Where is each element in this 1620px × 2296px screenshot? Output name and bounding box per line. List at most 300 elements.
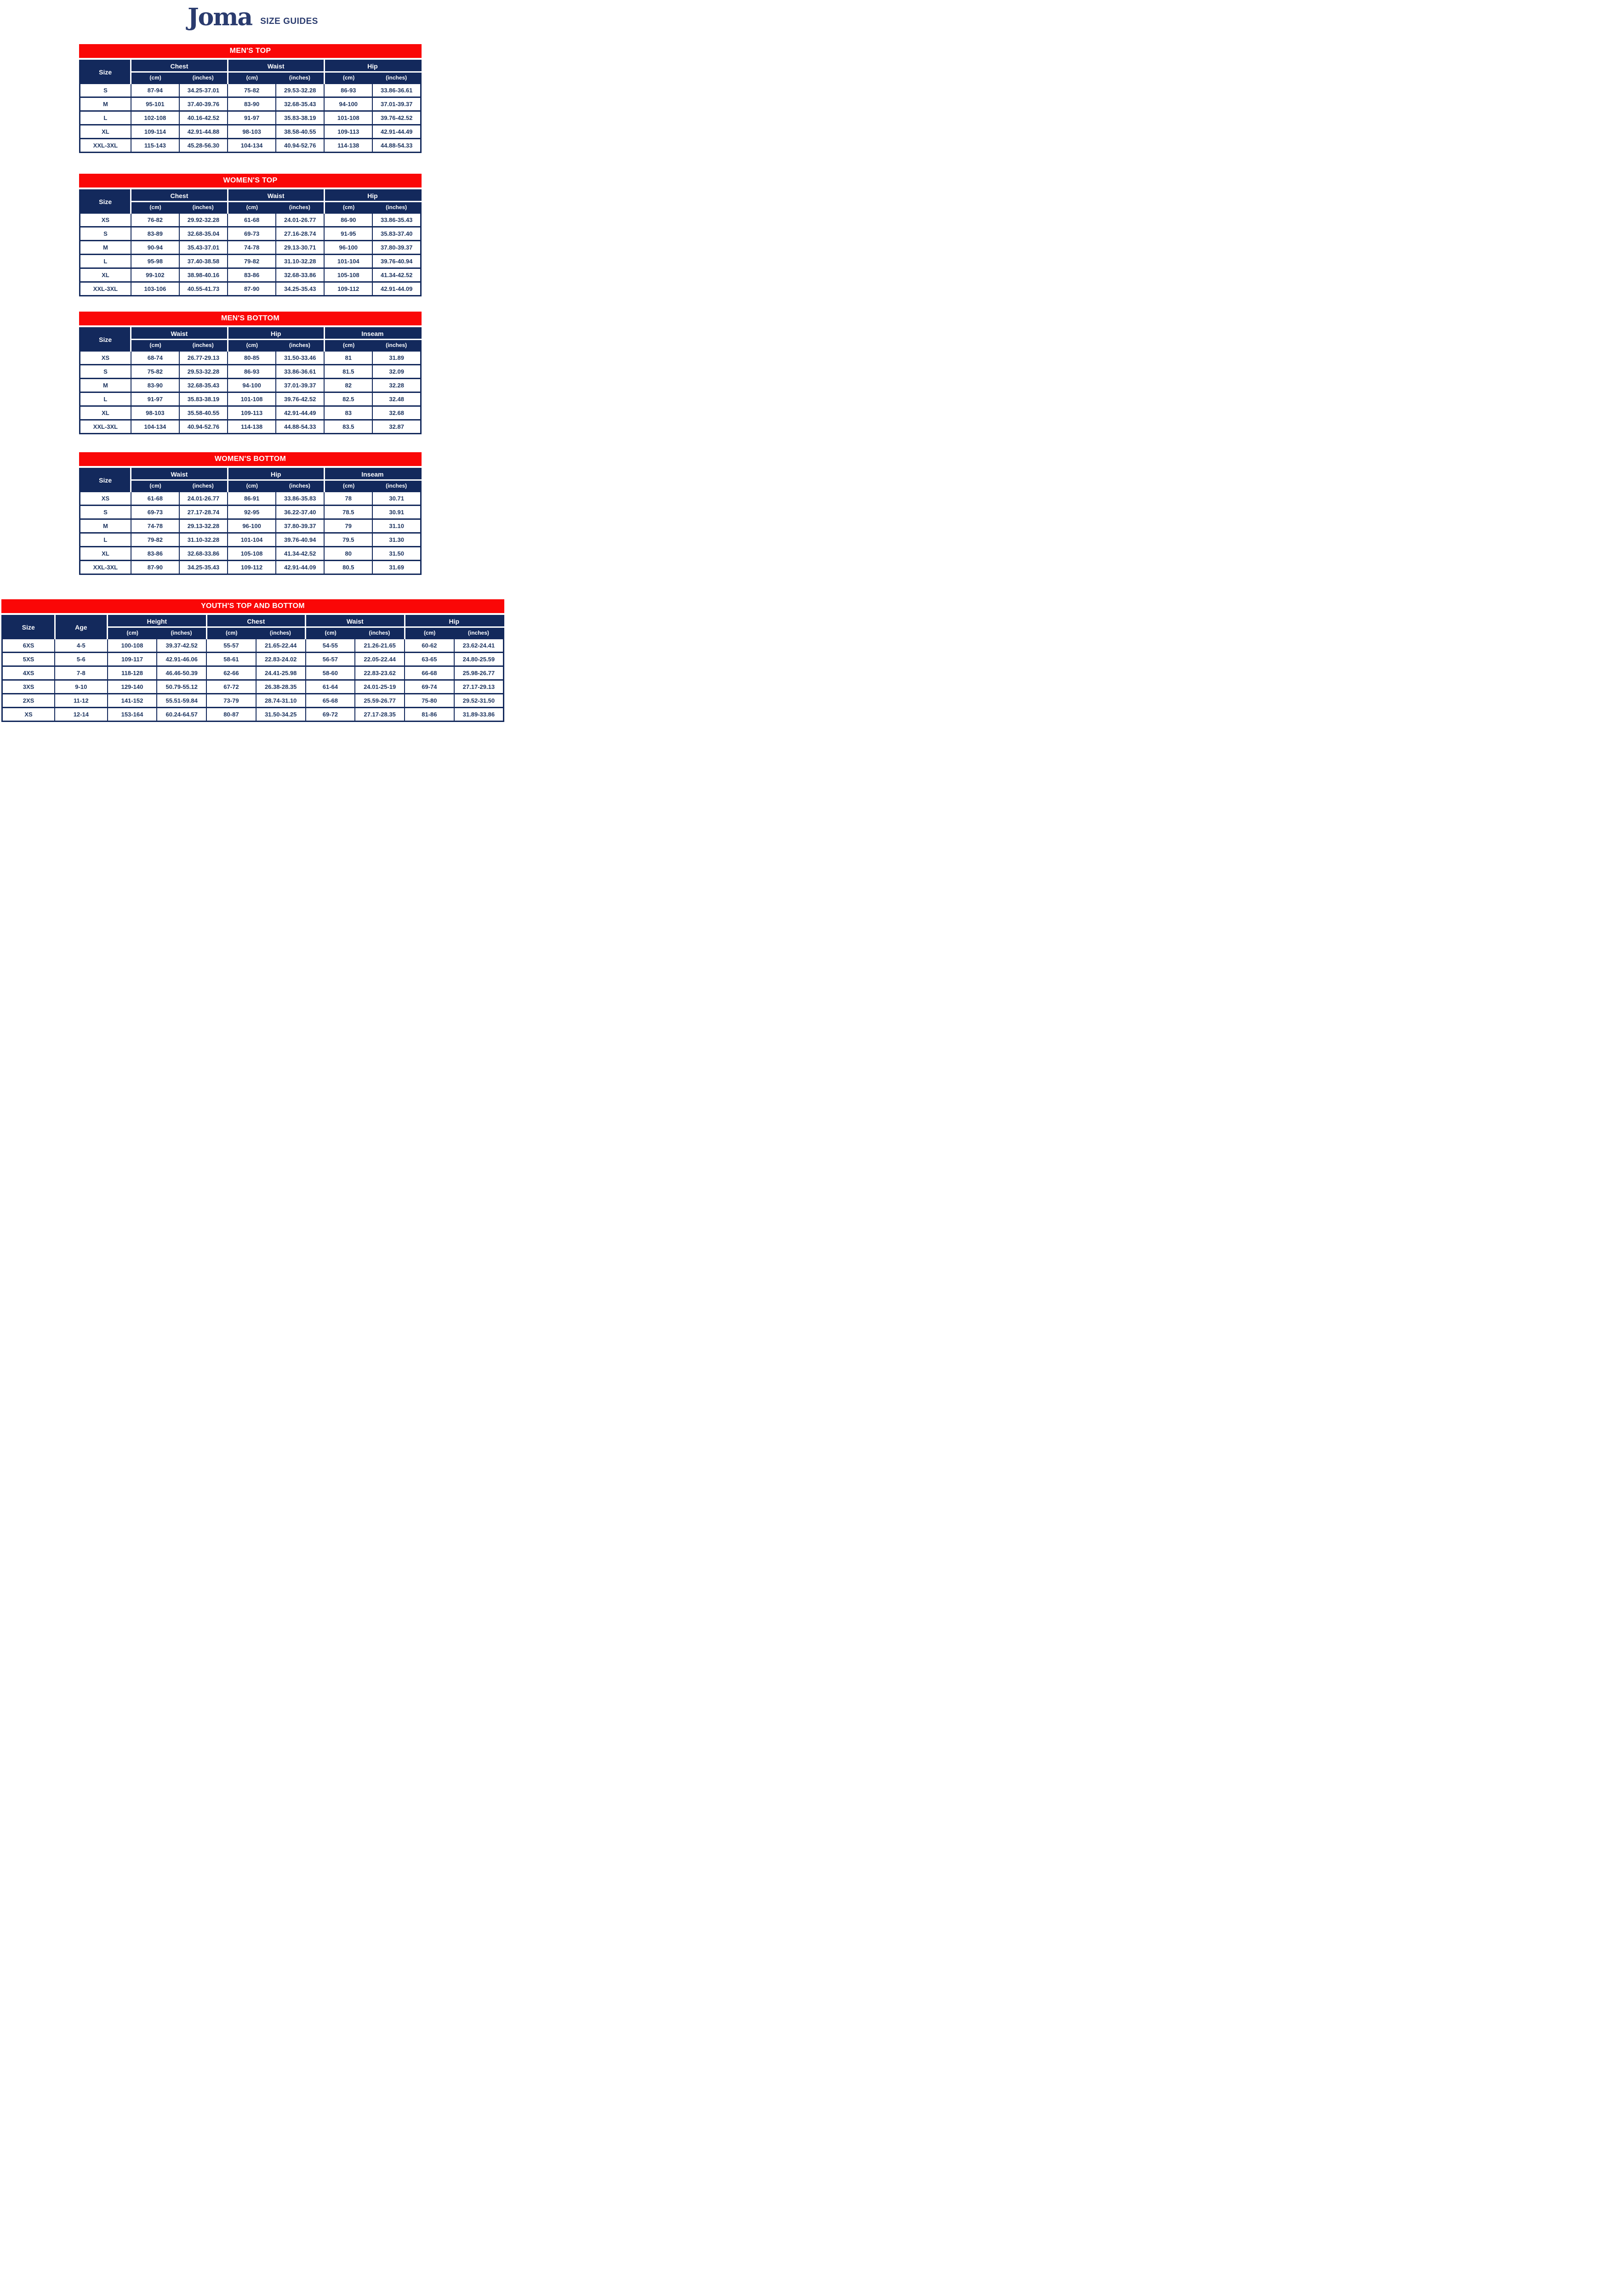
size-label-cell: XS xyxy=(2,708,55,722)
joma-logo: Joma xyxy=(188,3,252,31)
measurement-value-cell: 69-73 xyxy=(131,506,179,519)
size-row xyxy=(80,97,421,111)
unit-header-cm: (cm) xyxy=(306,627,355,639)
measurement-value-cell: 115-143 xyxy=(131,139,179,153)
measurement-value-cell: 76-82 xyxy=(131,213,179,227)
measurement-value-cell: 26.77-29.13 xyxy=(179,351,228,365)
measurement-value-cell: 80 xyxy=(324,547,372,561)
size-label-cell: XXL-3XL xyxy=(80,139,131,153)
measurement-value-cell: 109-114 xyxy=(131,125,179,139)
measurement-value-cell: 73-79 xyxy=(206,694,256,708)
age-value-cell: 12-14 xyxy=(55,708,108,722)
size-label-cell: XL xyxy=(80,406,131,420)
size-row xyxy=(80,125,421,139)
measurement-value-cell: 100-108 xyxy=(108,639,157,653)
size-label-cell: M xyxy=(80,519,131,533)
measurement-value-cell: 80-85 xyxy=(228,351,276,365)
measurement-value-cell: 83-86 xyxy=(228,268,276,282)
measurement-value-cell: 80.5 xyxy=(324,561,372,574)
measurement-value-cell: 68-74 xyxy=(131,351,179,365)
measurement-value-cell: 39.37-42.52 xyxy=(157,639,206,653)
measurement-value-cell: 95-101 xyxy=(131,97,179,111)
measurement-group-header: Hip xyxy=(324,61,421,72)
measurement-value-cell: 61-68 xyxy=(228,213,276,227)
measurement-value-cell: 91-97 xyxy=(228,111,276,125)
unit-header-inches: (inches) xyxy=(372,480,421,492)
section-youths-top-bottom xyxy=(0,599,506,722)
measurement-value-cell: 38.58-40.55 xyxy=(276,125,324,139)
measurement-value-cell: 80-87 xyxy=(206,708,256,722)
section-womens-bottom xyxy=(0,452,506,575)
measurement-value-cell: 54-55 xyxy=(306,639,355,653)
measurement-value-cell: 55.51-59.84 xyxy=(157,694,206,708)
unit-header-inches: (inches) xyxy=(179,480,228,492)
table-title-bar: MEN'S BOTTOM xyxy=(79,312,422,325)
size-label-cell: S xyxy=(80,506,131,519)
measurement-value-cell: 104-134 xyxy=(131,420,179,434)
size-column-header: Size xyxy=(80,61,131,84)
size-label-cell: 5XS xyxy=(2,653,55,666)
measurement-value-cell: 29.92-32.28 xyxy=(179,213,228,227)
measurement-value-cell: 37.40-38.58 xyxy=(179,255,228,268)
measurement-value-cell: 45.28-56.30 xyxy=(179,139,228,153)
size-row xyxy=(80,268,421,282)
measurement-value-cell: 96-100 xyxy=(324,241,372,255)
measurement-value-cell: 101-108 xyxy=(324,111,372,125)
measurement-group-header: Hip xyxy=(324,190,421,202)
measurement-value-cell: 109-113 xyxy=(324,125,372,139)
size-label-cell: XXL-3XL xyxy=(80,420,131,434)
size-label-cell: XXL-3XL xyxy=(80,561,131,574)
measurement-value-cell: 29.13-30.71 xyxy=(276,241,324,255)
measurement-value-cell: 42.91-46.06 xyxy=(157,653,206,666)
measurement-value-cell: 86-90 xyxy=(324,213,372,227)
table-title-bar: MEN'S TOP xyxy=(79,44,422,58)
section-womens-top xyxy=(0,174,506,296)
size-row xyxy=(80,139,421,153)
unit-header-cm: (cm) xyxy=(228,202,276,213)
age-column-header: Age xyxy=(55,616,108,639)
size-label-cell: XS xyxy=(80,351,131,365)
measurement-value-cell: 39.76-40.94 xyxy=(372,255,421,268)
section-mens-top xyxy=(0,44,506,153)
measurement-value-cell: 29.53-32.28 xyxy=(179,365,228,379)
measurement-value-cell: 39.76-42.52 xyxy=(276,392,324,406)
size-label-cell: S xyxy=(80,227,131,241)
measurement-value-cell: 21.26-21.65 xyxy=(355,639,405,653)
measurement-value-cell: 27.16-28.74 xyxy=(276,227,324,241)
measurement-value-cell: 105-108 xyxy=(228,547,276,561)
measurement-value-cell: 98-103 xyxy=(131,406,179,420)
size-row xyxy=(80,227,421,241)
measurement-value-cell: 61-68 xyxy=(131,492,179,506)
measurement-group-header: Hip xyxy=(228,469,324,480)
size-label-cell: XS xyxy=(80,492,131,506)
measurement-value-cell: 31.50-33.46 xyxy=(276,351,324,365)
table-host xyxy=(79,327,422,434)
size-row xyxy=(80,213,421,227)
age-value-cell: 7-8 xyxy=(55,666,108,680)
measurement-value-cell: 79-82 xyxy=(228,255,276,268)
measurement-value-cell: 37.01-39.37 xyxy=(276,379,324,392)
measurement-value-cell: 40.94-52.76 xyxy=(179,420,228,434)
measurement-value-cell: 27.17-28.35 xyxy=(355,708,405,722)
measurement-value-cell: 79-82 xyxy=(131,533,179,547)
measurement-value-cell: 67-72 xyxy=(206,680,256,694)
size-row xyxy=(2,680,504,694)
size-row xyxy=(2,666,504,680)
measurement-value-cell: 31.69 xyxy=(372,561,421,574)
measurement-value-cell: 50.79-55.12 xyxy=(157,680,206,694)
size-row xyxy=(2,639,504,653)
size-row xyxy=(80,365,421,379)
measurement-value-cell: 35.83-38.19 xyxy=(276,111,324,125)
measurement-value-cell: 27.17-29.13 xyxy=(454,680,504,694)
unit-header-cm: (cm) xyxy=(131,480,179,492)
size-row xyxy=(2,653,504,666)
unit-header-inches: (inches) xyxy=(276,340,324,351)
measurement-value-cell: 92-95 xyxy=(228,506,276,519)
unit-header-cm: (cm) xyxy=(228,480,276,492)
measurement-value-cell: 62-66 xyxy=(206,666,256,680)
size-label-cell: S xyxy=(80,84,131,97)
measurement-value-cell: 32.68-35.43 xyxy=(179,379,228,392)
measurement-value-cell: 42.91-44.09 xyxy=(372,282,421,296)
table-host xyxy=(79,468,422,575)
measurement-value-cell: 42.91-44.49 xyxy=(276,406,324,420)
measurement-value-cell: 31.10-32.28 xyxy=(179,533,228,547)
unit-header-cm: (cm) xyxy=(228,72,276,84)
measurement-value-cell: 32.68-35.43 xyxy=(276,97,324,111)
size-label-cell: 3XS xyxy=(2,680,55,694)
measurement-value-cell: 22.05-22.44 xyxy=(355,653,405,666)
measurement-value-cell: 31.10 xyxy=(372,519,421,533)
size-label-cell: M xyxy=(80,97,131,111)
measurement-value-cell: 83-89 xyxy=(131,227,179,241)
measurement-value-cell: 109-113 xyxy=(228,406,276,420)
measurement-value-cell: 37.01-39.37 xyxy=(372,97,421,111)
measurement-value-cell: 109-112 xyxy=(324,282,372,296)
size-row xyxy=(80,241,421,255)
measurement-value-cell: 101-104 xyxy=(228,533,276,547)
measurement-value-cell: 42.91-44.09 xyxy=(276,561,324,574)
measurement-value-cell: 58-60 xyxy=(306,666,355,680)
measurement-value-cell: 69-72 xyxy=(306,708,355,722)
measurement-value-cell: 56-57 xyxy=(306,653,355,666)
measurement-value-cell: 83-90 xyxy=(228,97,276,111)
measurement-value-cell: 23.62-24.41 xyxy=(454,639,504,653)
size-row xyxy=(80,351,421,365)
size-label-cell: M xyxy=(80,241,131,255)
measurement-value-cell: 33.86-35.83 xyxy=(276,492,324,506)
size-row xyxy=(80,506,421,519)
measurement-value-cell: 24.01-26.77 xyxy=(179,492,228,506)
unit-header-inches: (inches) xyxy=(179,72,228,84)
measurement-value-cell: 91-97 xyxy=(131,392,179,406)
size-row xyxy=(80,379,421,392)
measurement-value-cell: 31.50 xyxy=(372,547,421,561)
size-guides-page xyxy=(0,0,506,725)
size-table-mens-bottom xyxy=(79,327,422,434)
measurement-value-cell: 101-104 xyxy=(324,255,372,268)
measurement-value-cell: 35.83-37.40 xyxy=(372,227,421,241)
measurement-value-cell: 33.86-36.61 xyxy=(276,365,324,379)
measurement-group-header: Height xyxy=(108,616,206,627)
size-row xyxy=(2,694,504,708)
size-column-header: Size xyxy=(2,616,55,639)
measurement-value-cell: 83-86 xyxy=(131,547,179,561)
unit-header-inches: (inches) xyxy=(276,72,324,84)
measurement-value-cell: 35.58-40.55 xyxy=(179,406,228,420)
measurement-value-cell: 42.91-44.88 xyxy=(179,125,228,139)
table-title-bar: WOMEN'S TOP xyxy=(79,174,422,188)
measurement-value-cell: 32.09 xyxy=(372,365,421,379)
measurement-group-header: Inseam xyxy=(324,469,421,480)
measurement-value-cell: 86-93 xyxy=(324,84,372,97)
measurement-value-cell: 25.59-26.77 xyxy=(355,694,405,708)
measurement-value-cell: 38.98-40.16 xyxy=(179,268,228,282)
measurement-value-cell: 37.80-39.37 xyxy=(372,241,421,255)
measurement-value-cell: 42.91-44.49 xyxy=(372,125,421,139)
measurement-value-cell: 81-86 xyxy=(405,708,454,722)
measurement-value-cell: 60-62 xyxy=(405,639,454,653)
size-label-cell: XS xyxy=(80,213,131,227)
unit-header-inches: (inches) xyxy=(276,202,324,213)
measurement-value-cell: 96-100 xyxy=(228,519,276,533)
measurement-value-cell: 39.76-42.52 xyxy=(372,111,421,125)
measurement-value-cell: 83.5 xyxy=(324,420,372,434)
measurement-value-cell: 22.83-23.62 xyxy=(355,666,405,680)
measurement-group-header: Chest xyxy=(206,616,305,627)
size-row xyxy=(80,111,421,125)
measurement-value-cell: 41.34-42.52 xyxy=(276,547,324,561)
unit-header-inches: (inches) xyxy=(179,340,228,351)
measurement-value-cell: 63-65 xyxy=(405,653,454,666)
measurement-value-cell: 34.25-37.01 xyxy=(179,84,228,97)
measurement-value-cell: 98-103 xyxy=(228,125,276,139)
measurement-value-cell: 24.80-25.59 xyxy=(454,653,504,666)
measurement-value-cell: 104-134 xyxy=(228,139,276,153)
measurement-value-cell: 65-68 xyxy=(306,694,355,708)
measurement-value-cell: 31.10-32.28 xyxy=(276,255,324,268)
measurement-group-header: Inseam xyxy=(324,328,421,340)
unit-header-inches: (inches) xyxy=(372,72,421,84)
measurement-value-cell: 28.74-31.10 xyxy=(256,694,306,708)
measurement-group-header: Hip xyxy=(228,328,324,340)
measurement-value-cell: 69-73 xyxy=(228,227,276,241)
measurement-value-cell: 105-108 xyxy=(324,268,372,282)
unit-header-cm: (cm) xyxy=(228,340,276,351)
measurement-value-cell: 94-100 xyxy=(228,379,276,392)
measurement-group-header: Chest xyxy=(131,190,228,202)
measurement-value-cell: 60.24-64.57 xyxy=(157,708,206,722)
unit-header-inches: (inches) xyxy=(157,627,206,639)
age-value-cell: 11-12 xyxy=(55,694,108,708)
measurement-value-cell: 37.40-39.76 xyxy=(179,97,228,111)
measurement-value-cell: 31.89-33.86 xyxy=(454,708,504,722)
measurement-value-cell: 39.76-40.94 xyxy=(276,533,324,547)
measurement-value-cell: 75-82 xyxy=(131,365,179,379)
size-label-cell: XL xyxy=(80,125,131,139)
age-value-cell: 5-6 xyxy=(55,653,108,666)
measurement-value-cell: 33.86-35.43 xyxy=(372,213,421,227)
measurement-value-cell: 30.71 xyxy=(372,492,421,506)
measurement-value-cell: 109-112 xyxy=(228,561,276,574)
measurement-value-cell: 74-78 xyxy=(131,519,179,533)
size-table-womens-bottom xyxy=(79,468,422,575)
size-label-cell: XXL-3XL xyxy=(80,282,131,296)
measurement-value-cell: 82 xyxy=(324,379,372,392)
size-row xyxy=(2,708,504,722)
size-row xyxy=(80,406,421,420)
measurement-value-cell: 114-138 xyxy=(324,139,372,153)
size-row xyxy=(80,392,421,406)
table-title-bar: YOUTH'S TOP AND BOTTOM xyxy=(1,599,504,613)
measurement-value-cell: 74-78 xyxy=(228,241,276,255)
size-column-header: Size xyxy=(80,190,131,213)
size-row xyxy=(80,547,421,561)
measurement-value-cell: 82.5 xyxy=(324,392,372,406)
size-label-cell: XL xyxy=(80,268,131,282)
measurement-value-cell: 86-93 xyxy=(228,365,276,379)
measurement-value-cell: 102-108 xyxy=(131,111,179,125)
measurement-value-cell: 153-164 xyxy=(108,708,157,722)
size-column-header: Size xyxy=(80,469,131,492)
measurement-value-cell: 37.80-39.37 xyxy=(276,519,324,533)
size-table-youths-top-bottom xyxy=(1,615,504,722)
measurement-value-cell: 87-90 xyxy=(228,282,276,296)
measurement-value-cell: 35.83-38.19 xyxy=(179,392,228,406)
measurement-group-header: Waist xyxy=(306,616,405,627)
age-value-cell: 4-5 xyxy=(55,639,108,653)
measurement-value-cell: 101-108 xyxy=(228,392,276,406)
measurement-value-cell: 55-57 xyxy=(206,639,256,653)
unit-header-cm: (cm) xyxy=(324,72,372,84)
page-title: SIZE GUIDES xyxy=(260,17,318,26)
measurement-value-cell: 32.68 xyxy=(372,406,421,420)
measurement-value-cell: 79 xyxy=(324,519,372,533)
measurement-group-header: Waist xyxy=(228,61,324,72)
measurement-group-header: Hip xyxy=(405,616,504,627)
measurement-value-cell: 24.01-25-19 xyxy=(355,680,405,694)
measurement-value-cell: 114-138 xyxy=(228,420,276,434)
measurement-value-cell: 31.89 xyxy=(372,351,421,365)
age-value-cell: 9-10 xyxy=(55,680,108,694)
measurement-value-cell: 32.68-33.86 xyxy=(276,268,324,282)
size-label-cell: L xyxy=(80,392,131,406)
unit-header-cm: (cm) xyxy=(131,202,179,213)
measurement-value-cell: 36.22-37.40 xyxy=(276,506,324,519)
unit-header-cm: (cm) xyxy=(324,340,372,351)
unit-header-inches: (inches) xyxy=(372,340,421,351)
table-host xyxy=(1,615,504,722)
measurement-value-cell: 31.30 xyxy=(372,533,421,547)
measurement-value-cell: 40.94-52.76 xyxy=(276,139,324,153)
measurement-value-cell: 79.5 xyxy=(324,533,372,547)
unit-header-cm: (cm) xyxy=(108,627,157,639)
measurement-value-cell: 66-68 xyxy=(405,666,454,680)
size-row xyxy=(80,533,421,547)
size-row xyxy=(80,519,421,533)
measurement-value-cell: 99-102 xyxy=(131,268,179,282)
measurement-value-cell: 32.48 xyxy=(372,392,421,406)
size-label-cell: XL xyxy=(80,547,131,561)
measurement-value-cell: 27.17-28.74 xyxy=(179,506,228,519)
measurement-value-cell: 87-90 xyxy=(131,561,179,574)
size-label-cell: 6XS xyxy=(2,639,55,653)
unit-header-inches: (inches) xyxy=(355,627,405,639)
measurement-value-cell: 32.68-35.04 xyxy=(179,227,228,241)
unit-header-cm: (cm) xyxy=(324,202,372,213)
measurement-value-cell: 94-100 xyxy=(324,97,372,111)
size-label-cell: L xyxy=(80,111,131,125)
measurement-value-cell: 129-140 xyxy=(108,680,157,694)
measurement-value-cell: 41.34-42.52 xyxy=(372,268,421,282)
measurement-value-cell: 29.53-32.28 xyxy=(276,84,324,97)
size-label-cell: L xyxy=(80,533,131,547)
measurement-value-cell: 33.86-36.61 xyxy=(372,84,421,97)
measurement-value-cell: 21.65-22.44 xyxy=(256,639,306,653)
measurement-value-cell: 35.43-37.01 xyxy=(179,241,228,255)
measurement-value-cell: 61-64 xyxy=(306,680,355,694)
size-label-cell: 4XS xyxy=(2,666,55,680)
measurement-value-cell: 25.98-26.77 xyxy=(454,666,504,680)
measurement-value-cell: 75-82 xyxy=(228,84,276,97)
table-title-bar: WOMEN'S BOTTOM xyxy=(79,452,422,466)
measurement-value-cell: 34.25-35.43 xyxy=(179,561,228,574)
measurement-value-cell: 32.87 xyxy=(372,420,421,434)
size-row xyxy=(80,255,421,268)
measurement-group-header: Chest xyxy=(131,61,228,72)
size-label-cell: 2XS xyxy=(2,694,55,708)
measurement-value-cell: 103-106 xyxy=(131,282,179,296)
measurement-value-cell: 46.46-50.39 xyxy=(157,666,206,680)
size-row xyxy=(80,420,421,434)
measurement-value-cell: 81 xyxy=(324,351,372,365)
measurement-value-cell: 87-94 xyxy=(131,84,179,97)
size-table-womens-top xyxy=(79,189,422,296)
table-host xyxy=(79,60,422,153)
size-table-mens-top xyxy=(79,60,422,153)
measurement-value-cell: 118-128 xyxy=(108,666,157,680)
measurement-value-cell: 58-61 xyxy=(206,653,256,666)
measurement-value-cell: 26.38-28.35 xyxy=(256,680,306,694)
measurement-value-cell: 32.68-33.86 xyxy=(179,547,228,561)
measurement-value-cell: 44.88-54.33 xyxy=(372,139,421,153)
table-host xyxy=(79,189,422,296)
measurement-value-cell: 34.25-35.43 xyxy=(276,282,324,296)
unit-header-cm: (cm) xyxy=(324,480,372,492)
size-row xyxy=(80,492,421,506)
measurement-value-cell: 90-94 xyxy=(131,241,179,255)
measurement-value-cell: 69-74 xyxy=(405,680,454,694)
size-row xyxy=(80,561,421,574)
measurement-group-header: Waist xyxy=(228,190,324,202)
measurement-value-cell: 40.16-42.52 xyxy=(179,111,228,125)
size-row xyxy=(80,282,421,296)
measurement-value-cell: 44.88-54.33 xyxy=(276,420,324,434)
measurement-value-cell: 78 xyxy=(324,492,372,506)
measurement-value-cell: 40.55-41.73 xyxy=(179,282,228,296)
unit-header-cm: (cm) xyxy=(206,627,256,639)
measurement-value-cell: 24.01-26.77 xyxy=(276,213,324,227)
page-header xyxy=(0,0,506,32)
measurement-value-cell: 24.41-25.98 xyxy=(256,666,306,680)
measurement-value-cell: 78.5 xyxy=(324,506,372,519)
measurement-value-cell: 29.13-32.28 xyxy=(179,519,228,533)
measurement-group-header: Waist xyxy=(131,328,228,340)
measurement-value-cell: 22.83-24.02 xyxy=(256,653,306,666)
